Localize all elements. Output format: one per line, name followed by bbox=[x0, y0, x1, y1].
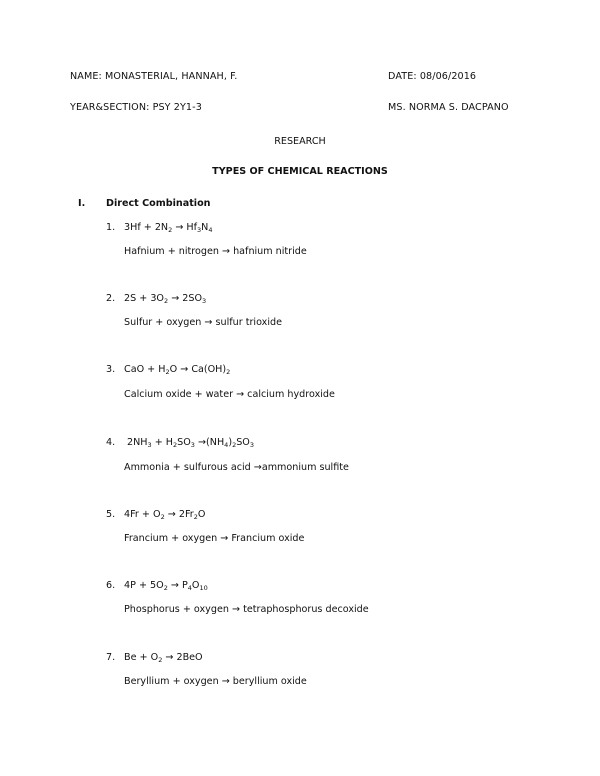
reaction-description: Sulfur + oxygen → sulfur trioxide bbox=[124, 317, 282, 328]
date: DATE: 08/06/2016 bbox=[388, 71, 477, 82]
reaction-number: 4. bbox=[106, 437, 116, 448]
reaction-equation: $2NH_3 + H_2SO_3 \to(NH_4)_2SO_3$ bbox=[127, 437, 254, 449]
student-name: NAME: MONASTERIAL, HANNAH, F. bbox=[70, 71, 238, 82]
reaction-number: 2. bbox=[106, 293, 116, 304]
year-section: YEAR&SECTION: PSY 2Y1-3 bbox=[70, 102, 202, 113]
reaction-description: Phosphorus + oxygen → tetraphosphorus decoxide bbox=[124, 604, 369, 615]
reaction-number: 5. bbox=[106, 509, 116, 520]
section-number: I. bbox=[78, 198, 86, 209]
reaction-description: Hafnium + nitrogen → hafnium nitride bbox=[124, 246, 307, 257]
reaction-equation: CaO + $H_2O \to Ca(OH)_2$ bbox=[124, 364, 231, 376]
reaction-number: 6. bbox=[106, 580, 116, 591]
reaction-equation: $Be + O_2 \to 2BeO$ bbox=[124, 652, 203, 664]
reaction-description: Calcium oxide + water → calcium hydroxide bbox=[124, 389, 335, 400]
reaction-number: 3. bbox=[106, 364, 116, 375]
reaction-number: 1. bbox=[106, 222, 116, 233]
reaction-equation: $4Fr + O_2 \to 2Fr_2O$ bbox=[124, 509, 206, 521]
reaction-number: 7. bbox=[106, 652, 116, 663]
document-kind: RESEARCH bbox=[274, 136, 326, 147]
reaction-equation: $4P + 5O_2 \to P_4O_{10}$ bbox=[124, 580, 208, 592]
reaction-equation: $3Hf + 2N_2 \to Hf_3N_4$ bbox=[124, 222, 213, 234]
section-heading: Direct Combination bbox=[106, 198, 211, 209]
reaction-equation: $2S + 3O_2 \to 2SO_3$ bbox=[124, 293, 207, 305]
reaction-description: Ammonia + sulfurous acid →ammonium sulfite bbox=[124, 462, 349, 473]
reaction-description: Francium + oxygen → Francium oxide bbox=[124, 533, 305, 544]
document-title: TYPES OF CHEMICAL REACTIONS bbox=[212, 166, 388, 177]
reaction-description: Beryllium + oxygen → beryllium oxide bbox=[124, 676, 307, 687]
teacher-name: MS. NORMA S. DACPANO bbox=[388, 102, 509, 113]
